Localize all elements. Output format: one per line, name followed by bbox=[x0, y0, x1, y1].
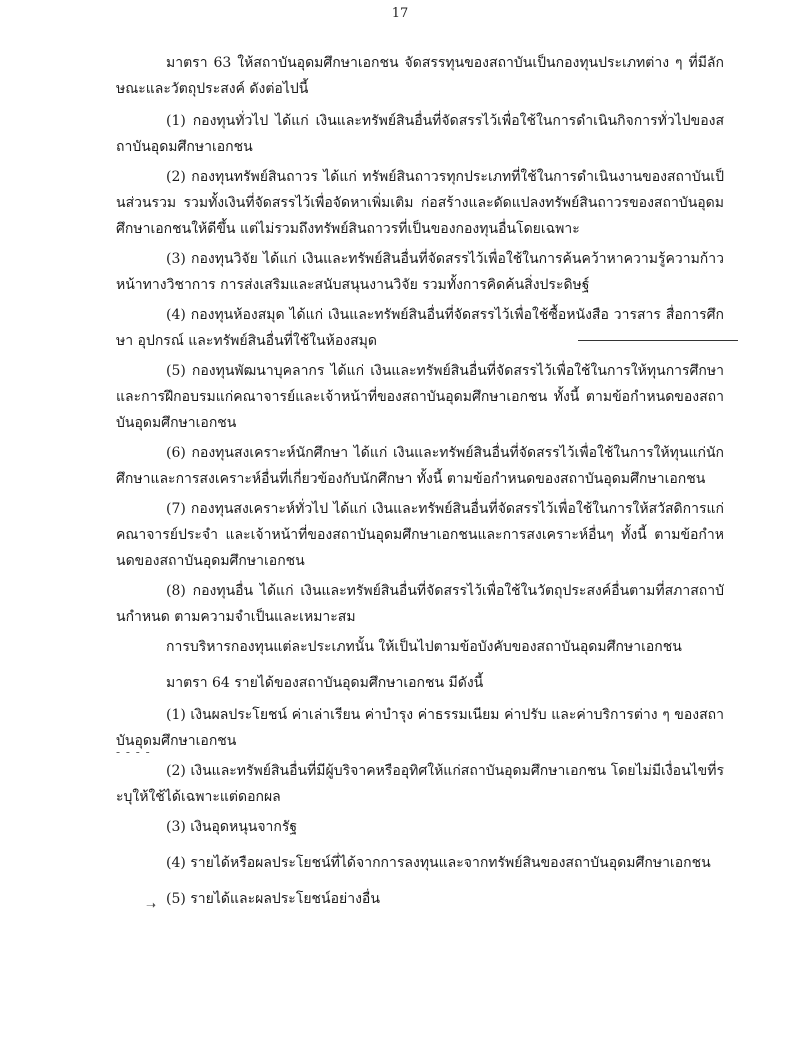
section-63-item-8: (8) กองทุนอื่น ได้แก่ เงินและทรัพย์สินอื่นที่จัดสรรไว้เพื่อใช้ในวัตถุประสงค์อื่นตามที่สภาสถาบันกำหนด ตามความจำเป็นและเหมาะสม bbox=[116, 583, 724, 625]
page-number: 17 bbox=[391, 6, 409, 21]
section-64-item-1: (1) เงินผลประโยชน์ ค่าเล่าเรียน ค่าบำรุง ค่าธรรมเนียม ค่าปรับ และค่าบริการต่าง ๆ ของสถาบันอุดมศึกษาเอกชน bbox=[116, 707, 724, 749]
section-63-item-4: (4) กองทุนห้องสมุด ได้แก่ เงินและทรัพย์สินอื่นที่จัดสรรไว้เพื่อใช้ซื้อหนังสือ วารสาร สื่อการศึกษา อุปกรณ์ และทรัพย์สินอื่นที่ใช้ในห้องสมุด bbox=[116, 307, 724, 349]
section-63-closing: การบริหารกองทุนแต่ละประเภทนั้น ให้เป็นไปตามข้อบังคับของสถาบันอุดมศึกษาเอกชน bbox=[166, 639, 682, 655]
section-63-item-1: (1) กองทุนทั่วไป ได้แก่ เงินและทรัพย์สินอื่นที่จัดสรรไว้เพื่อใช้ในการดำเนินกิจการทั่วไปของสถาบันอุดมศึกษาเอกชน bbox=[116, 113, 724, 155]
section-63-item-6: (6) กองทุนสงเคราะห์นักศึกษา ได้แก่ เงินและทรัพย์สินอื่นที่จัดสรรไว้เพื่อใช้ในการให้ทุนแก่นักศึกษาและการสงเคราะห์อื่นที่เกี่ยวข้องกับนักศึกษา ทั้งนี้ ตามข้อกำหนดของสถาบันอุดมศึกษาเอกชน bbox=[116, 445, 724, 487]
handwritten-margin-mark: - - - - bbox=[116, 745, 151, 759]
section-63-intro: มาตรา 63 ให้สถาบันอุดมศึกษาเอกชน จัดสรรทุนของสถาบันเป็นกองทุนประเภทต่าง ๆ ที่มีลักษณะและวัตถุประสงค์ ดังต่อไปนี้ bbox=[116, 55, 724, 97]
section-63-item-2: (2) กองทุนทรัพย์สินถาวร ได้แก่ ทรัพย์สินถาวรทุกประเภทที่ใช้ในการดำเนินงานของสถาบันเป็นส่วนรวม รวมทั้งเงินที่จัดสรรไว้เพื่อจัดหาเพิ่มเติม ก่อสร้างและดัดแปลงทรัพย์สินถาวรของสถาบันอุดมศึกษาเอกชนให้ดีขึ้น แต่ไม่รวมถึงทรัพย์สินถาวรที่เป็นของกองทุนอื่นโดยเฉพาะ bbox=[116, 169, 724, 237]
section-63-item-3: (3) กองทุนวิจัย ได้แก่ เงินและทรัพย์สินอื่นที่จัดสรรไว้เพื่อใช้ในการค้นคว้าหาความรู้ความก้าวหน้าทางวิชาการ การส่งเสริมและสนับสนุนงานวิจัย รวมทั้งการคิดค้นสิ่งประดิษฐ์ bbox=[116, 251, 724, 293]
section-64-item-2: (2) เงินและทรัพย์สินอื่นที่มีผู้บริจาคหรืออุทิศให้แก่สถาบันอุดมศึกษาเอกชน โดยไม่มีเงื่อนไขที่ระบุให้ใช้ได้เฉพาะแต่ดอกผล bbox=[116, 763, 724, 805]
section-64-item-5: (5) รายได้และผลประโยชน์อย่างอื่น bbox=[166, 891, 380, 907]
section-64-intro: มาตรา 64 รายได้ของสถาบันอุดมศึกษาเอกชน มีดังนี้ bbox=[166, 675, 484, 691]
section-64-item-3: (3) เงินอุดหนุนจากรัฐ bbox=[166, 819, 298, 835]
document-body bbox=[116, 46, 724, 922]
section-63-item-7: (7) กองทุนสงเคราะห์ทั่วไป ได้แก่ เงินและทรัพย์สินอื่นที่จัดสรรไว้เพื่อใช้ในการให้สวัสดิการแก่คณาจารย์ประจำ และเจ้าหน้าที่ของสถาบันอุดมศึกษาเอกชนและการสงเคราะห์อื่นๆ ทั้งนี้ ตามข้อกำหนดของสถาบันอุดมศึกษาเอกชน bbox=[116, 501, 724, 569]
section-63-item-5: (5) กองทุนพัฒนาบุคลากร ได้แก่ เงินและทรัพย์สินอื่นที่จัดสรรไว้เพื่อใช้ในการให้ทุนการศึกษาและการฝึกอบรมแก่คณาจารย์และเจ้าหน้าที่ของสถาบันอุดมศึกษาเอกชน ทั้งนี้ ตามข้อกำหนดของสถาบันอุดมศึกษาเอกชน bbox=[116, 363, 724, 431]
handwritten-arrow-mark: ➝ bbox=[146, 898, 158, 912]
section-64-item-4: (4) รายได้หรือผลประโยชน์ที่ได้จากการลงทุนและจากทรัพย์สินของสถาบันอุดมศึกษาเอกชน bbox=[166, 855, 711, 871]
